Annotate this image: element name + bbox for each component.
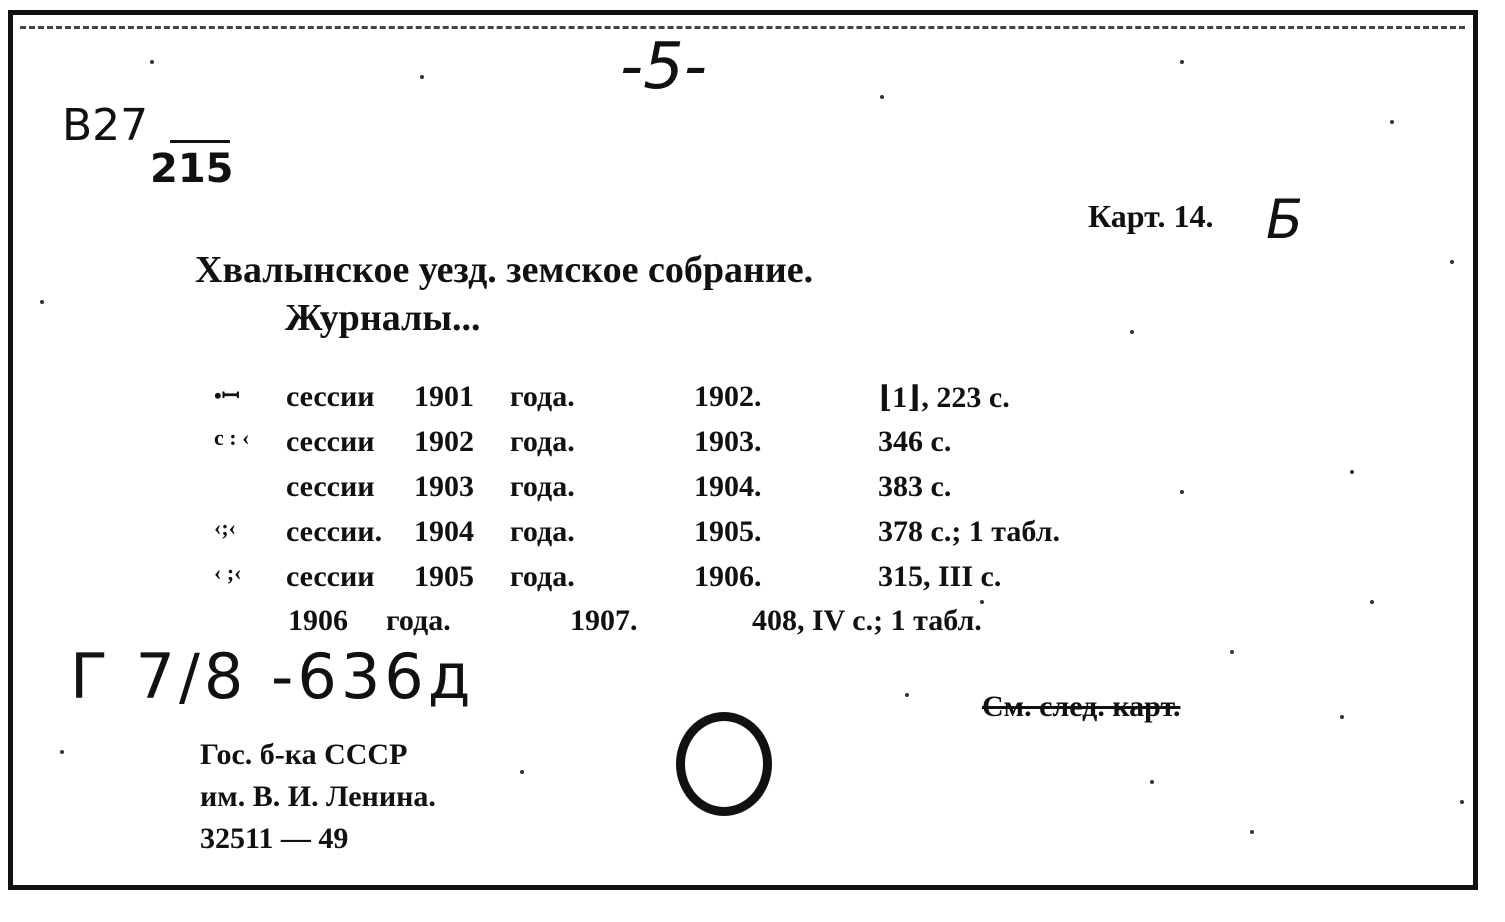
entry-word: года. [510, 515, 575, 548]
scan-speck [1390, 120, 1394, 124]
entry-session: сессии [286, 425, 375, 458]
entry-pub-year: 1905. [694, 515, 762, 548]
scan-speck [60, 750, 64, 754]
entry-pub-year: 1904. [694, 470, 762, 503]
entry-row [0, 425, 1505, 465]
scan-speck [1340, 715, 1344, 719]
entry-pub-year: 1907. [570, 604, 638, 637]
entry-word: года. [510, 560, 575, 593]
entry-session: сессии [286, 380, 375, 413]
shelf-mark-top: B27 [62, 100, 149, 151]
library-line-3: 32511 — 49 [200, 822, 349, 855]
shelf-mark-bottom: 215 [150, 146, 234, 192]
entry-pub-year: 1903. [694, 425, 762, 458]
entry-row [0, 515, 1505, 555]
scan-speck [520, 770, 524, 774]
scan-speck [150, 60, 154, 64]
scan-speck [40, 300, 44, 304]
scan-speck [1250, 830, 1254, 834]
punch-hole [676, 712, 772, 816]
entry-row-last [0, 604, 1505, 644]
entry-word: года. [510, 380, 575, 413]
card-title: Хвалынское уезд. земское собрание. [195, 249, 814, 291]
entry-session: сессии. [286, 515, 383, 548]
card-ref-handwritten: Б [1266, 188, 1304, 251]
entry-row [0, 470, 1505, 510]
scan-speck [1350, 470, 1354, 474]
scan-speck [905, 693, 909, 697]
entry-year: 1906 [288, 604, 348, 637]
library-line-1: Гос. б-ка СССР [200, 738, 408, 771]
entry-session: сессии [286, 470, 375, 503]
entry-prefix: ‹;‹ [214, 515, 236, 540]
scan-speck [1180, 490, 1184, 494]
entry-year: 1905 [414, 560, 474, 593]
entry-extent: ⌊1⌋, 223 с. [878, 381, 1010, 414]
card-ref-label: Карт. 14. [1088, 198, 1214, 234]
top-dashed-line [20, 26, 1465, 29]
entry-year: 1902 [414, 425, 474, 458]
entry-word: года. [510, 425, 575, 458]
entry-extent: 346 с. [878, 425, 952, 458]
shelf-mark-rule [170, 140, 230, 143]
entry-year: 1903 [414, 470, 474, 503]
entry-year: 1904 [414, 515, 474, 548]
scan-speck [880, 95, 884, 99]
scan-speck [420, 75, 424, 79]
entry-extent: 383 с. [878, 470, 952, 503]
scan-speck [1180, 60, 1184, 64]
scan-speck [1370, 600, 1374, 604]
entry-year: 1901 [414, 380, 474, 413]
entry-row [0, 380, 1505, 420]
see-next-card: См. след. карт. [982, 690, 1181, 723]
scan-speck [1230, 650, 1234, 654]
scan-speck [980, 600, 984, 604]
entry-row [0, 560, 1505, 600]
handwritten-code: Г 7/8 -636д [70, 640, 475, 713]
entry-pub-year: 1906. [694, 560, 762, 593]
entry-pub-year: 1902. [694, 380, 762, 413]
card-subtitle: Журналы... [285, 297, 481, 339]
entry-prefix: c : ‹ [214, 425, 250, 450]
entry-session: сессии [286, 560, 375, 593]
library-line-2: им. В. И. Ленина. [200, 780, 436, 813]
entry-extent: 408, IV с.; 1 табл. [752, 604, 982, 637]
entry-prefix: ‹ ;‹ [214, 560, 242, 585]
page-mark: -5- [620, 30, 707, 104]
entry-extent: 378 с.; 1 табл. [878, 515, 1060, 548]
entry-extent: 315, III с. [878, 560, 1002, 593]
entry-word: года. [510, 470, 575, 503]
entry-word: года. [386, 604, 451, 637]
scan-speck [1450, 260, 1454, 264]
scan-speck [1460, 800, 1464, 804]
scan-speck [1150, 780, 1154, 784]
scan-speck [1130, 330, 1134, 334]
entry-prefix: •ꟷ [214, 383, 240, 408]
